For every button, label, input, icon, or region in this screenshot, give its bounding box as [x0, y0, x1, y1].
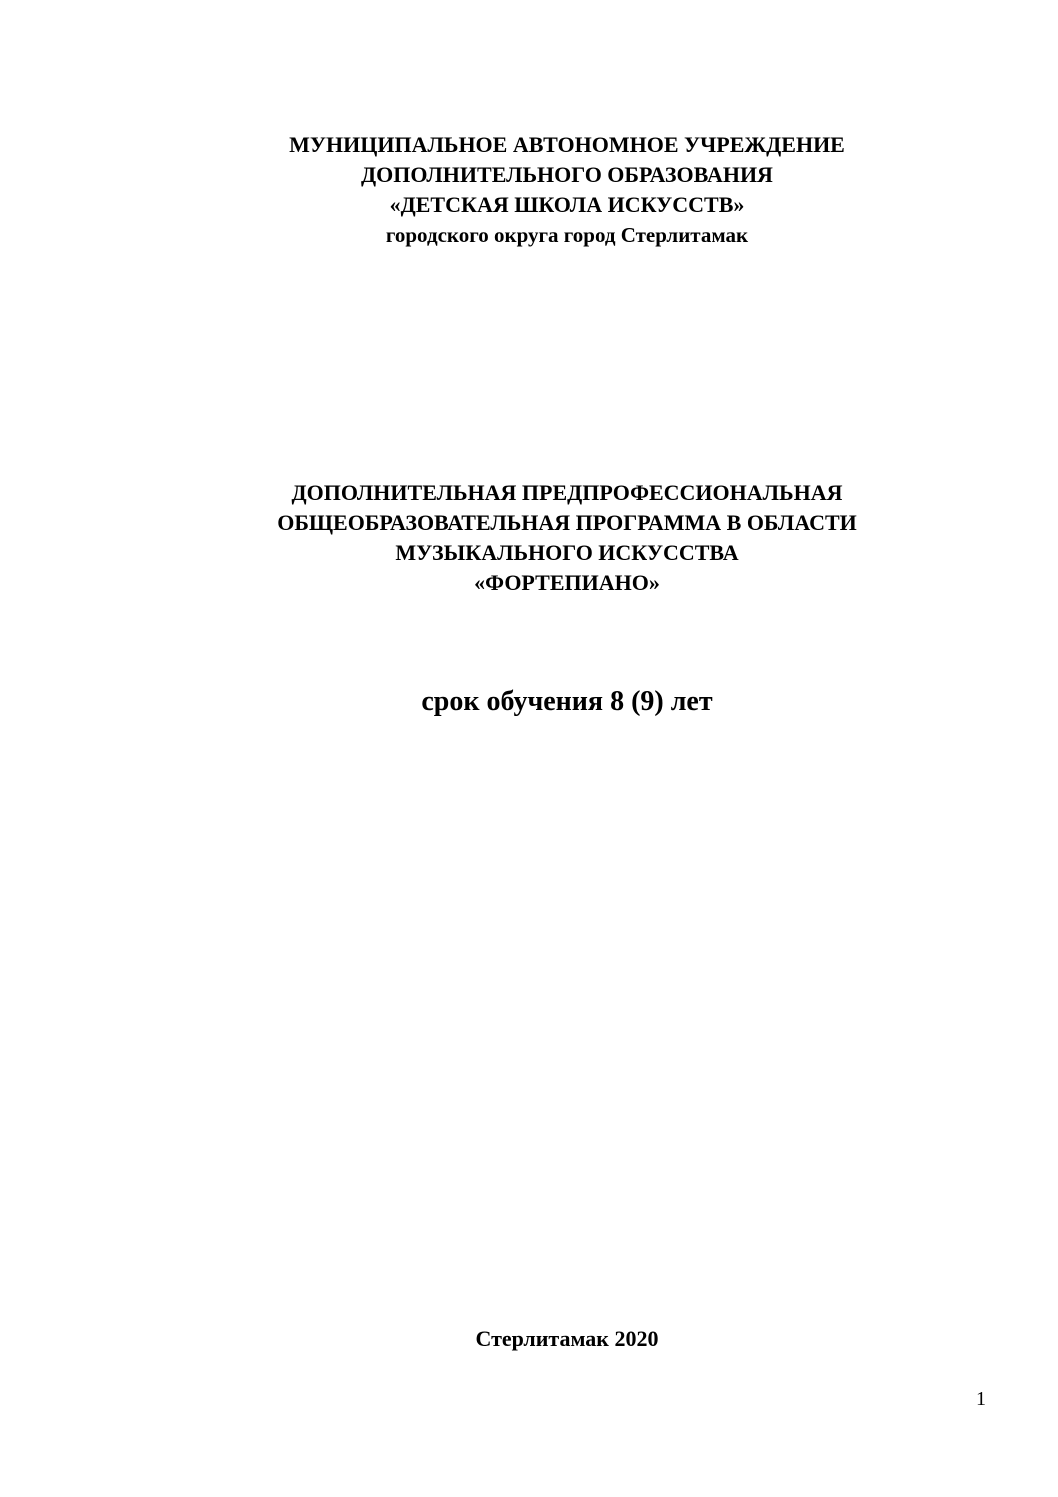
institution-line-4: городского округа город Стерлитамак: [385, 223, 749, 247]
institution-line-2: ДОПОЛНИТЕЛЬНОГО ОБРАЗОВАНИЯ: [361, 162, 773, 187]
institution-header: [0, 130, 1058, 250]
institution-line-1: МУНИЦИПАЛЬНОЕ АВТОНОМНОЕ УЧРЕЖДЕНИЕ: [289, 132, 845, 157]
study-duration: срок обучения 8 (9) лет: [421, 686, 713, 717]
program-line-4: «ФОРТЕПИАНО»: [474, 570, 660, 595]
program-line-2: ОБЩЕОБРАЗОВАТЕЛЬНАЯ ПРОГРАММА В ОБЛАСТИ: [277, 510, 857, 535]
program-line-3: МУЗЫКАЛЬНОГО ИСКУССТВА: [395, 540, 739, 565]
institution-line-3: «ДЕТСКАЯ ШКОЛА ИСКУССТВ»: [389, 192, 745, 217]
place-and-year: Стерлитамак 2020: [475, 1326, 659, 1351]
program-title: [0, 478, 1058, 598]
page-number: 1: [976, 1388, 986, 1410]
program-line-1: ДОПОЛНИТЕЛЬНАЯ ПРЕДПРОФЕССИОНАЛЬНАЯ: [291, 480, 843, 505]
